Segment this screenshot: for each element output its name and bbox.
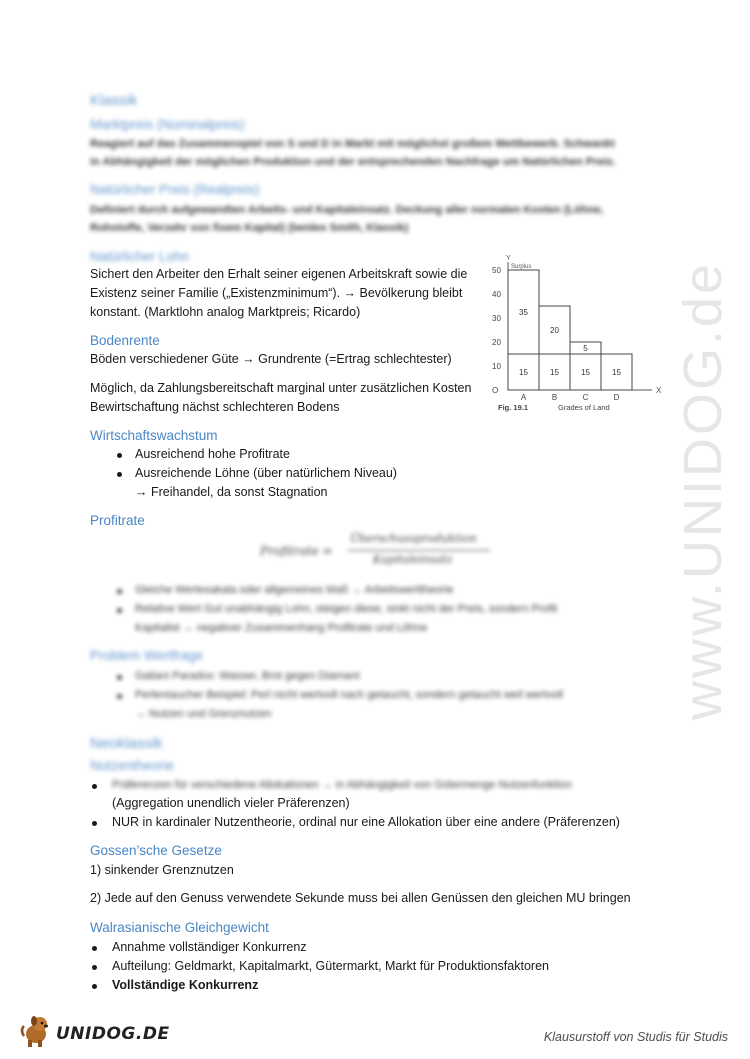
bullet-dot (92, 965, 97, 970)
heading-bodenrente: Bodenrente (90, 333, 160, 348)
footer-tagline: Klausurstoff von Studis für Studis (543, 1030, 728, 1044)
bullet-dot (92, 821, 97, 826)
natlohn-line-3: konstant. (Marktlohn analog Marktpreis; Ricardo) (90, 305, 361, 319)
ricardian-rent-chart (486, 250, 662, 420)
wert-bullet-2-line-1: Perlentaucher Beispiel: Perl nicht wertvoll nach getaucht, sondern getaucht weil wertvoll (135, 689, 564, 701)
bullet-dot (117, 453, 122, 458)
y-tick-label: O (492, 386, 499, 395)
heading-marktpreis: Marktpreis (Nominalpreis) (90, 117, 245, 132)
nutzen-bullet-2: NUR in kardinaler Nutzentheorie, ordinal nur eine Allokation über eine andere (Präferenzen) (112, 815, 620, 829)
profitrate-formula (258, 532, 498, 572)
walras-bullet-1: Annahme vollständiger Konkurrenz (112, 940, 307, 954)
bullet-dot (117, 675, 122, 680)
formula-denominator: Kapitaleinsatz (373, 553, 453, 566)
y-tick-label: 10 (492, 362, 501, 371)
logo-text: UNIDOG.DE (56, 1024, 170, 1044)
bar-base-label: 15 (519, 368, 528, 377)
y-tick-label: 50 (492, 266, 501, 275)
dog-logo-icon (20, 1012, 56, 1050)
walras-bullet-3: Vollständige Konkurrenz (112, 978, 259, 992)
walras-bullet-2: Aufteilung: Geldmarkt, Kapitalmarkt, Gütermarkt, Markt für Produktionsfaktoren (112, 959, 549, 973)
bar-rent-label: 5 (583, 344, 588, 353)
wachstum-bullet-2: Ausreichende Löhne (über natürlichem Niveau) (135, 466, 397, 480)
marktpreis-line-1: Reagiert auf das Zusammenspiel von S und D in Markt mit möglichst großem Wettbewerb. Schwankt (90, 138, 615, 150)
wachstum-bullet-1: Ausreichend hohe Profitrate (135, 447, 290, 461)
bar-base-label: 15 (612, 368, 621, 377)
formula-fraction-bar (348, 550, 490, 551)
unidog-logo (20, 1012, 170, 1052)
profit-bullet-1: Gleiche Wertesakala oder allgemeines Maß → Arbeitswerttheorie (135, 584, 454, 596)
bar-rent-label: 35 (519, 308, 528, 317)
bullet-dot (92, 784, 97, 789)
wachstum-bullet-2-sub: → Freihandel, da sonst Stagnation (135, 485, 328, 499)
watermark-text: www.UNIDOG.de (673, 260, 733, 720)
natlohn-line-2: Existenz seiner Familie („Existenzminimum“). → Bevölkerung bleibt (90, 286, 463, 300)
heading-natuerlicher-lohn: Natürlicher Lohn (90, 249, 190, 264)
heading-walras: Walrasianische Gleichgewicht (90, 920, 269, 935)
heading-natuerlicher-preis: Natürlicher Preis (Realpreis) (90, 182, 260, 197)
formula-numerator: Überschussproduktion (350, 532, 477, 545)
x-category-label: B (551, 393, 558, 402)
bullet-dot (117, 589, 122, 594)
profit-bullet-2-line-1: Relative Wert Gut unabhängig Lohn, steigen diese, sinkt nicht der Preis, sondern Profit (135, 603, 558, 615)
nutzen-bullet-1-line-1: Präferenzen für verschiedene Allokationen → in Abhängigkeit von Gütermenge Nutzenfunktion (112, 779, 572, 791)
bar-rent-label: 20 (550, 326, 559, 335)
natpreis-line-2: Rohstoffe, Verzehr von fixem Kapital) (beides Smith, Klassik) (90, 222, 409, 234)
heading-nutzentheorie: Nutzentheorie (90, 758, 175, 773)
section-heading-neoklassik: Neoklassik (90, 735, 163, 752)
wert-bullet-1: Galiani Paradox: Wasser, Brot gegen Diamant (135, 670, 360, 682)
figure-caption: Fig. 19.1 (498, 403, 529, 412)
bullet-dot (117, 608, 122, 613)
marktpreis-line-2: in Abhängigkeit der möglichen Produktion und der entsprechenden Nachfrage um Natürlichen Preis. (90, 156, 616, 168)
heading-problem-wertfrage: Problem Wertfrage (90, 648, 204, 663)
top-bar-label: Surplus (511, 264, 532, 270)
y-tick-label: 20 (492, 338, 501, 347)
bullet-dot (92, 946, 97, 951)
bullet-dot (117, 472, 122, 477)
bullet-dot (117, 694, 122, 699)
heading-profitrate: Profitrate (90, 513, 145, 528)
section-heading-klassik: Klassik (90, 92, 138, 109)
formula-lhs: Profitrate = (260, 544, 333, 558)
profit-bullet-2-line-2: Kapitalist → negativer Zusammenhang Profitrate und Löhne (135, 622, 428, 634)
bar-base-label: 15 (550, 368, 559, 377)
x-category-label: C (582, 393, 589, 402)
heading-wirtschaftswachstum: Wirtschaftswachstum (90, 428, 218, 443)
natlohn-line-1: Sichert den Arbeiter den Erhalt seiner eigenen Arbeitskraft sowie die (90, 267, 468, 281)
bar-base-label: 15 (581, 368, 590, 377)
bodenrente-line-2: Möglich, da Zahlungsbereitschaft marginal unter zusätzlichen Kosten (90, 381, 472, 395)
y-axis-top-label: Y (506, 255, 511, 262)
x-category-label: D (613, 393, 620, 402)
x-category-label: A (520, 393, 527, 402)
y-tick-label: 40 (492, 290, 501, 299)
gossen-law-2: 2) Jede auf den Genuss verwendete Sekunde muss bei allen Genüssen den gleichen MU bringen (90, 891, 631, 905)
bodenrente-line-3: Bewirtschaftung nächst schlechteren Bodens (90, 400, 340, 414)
nutzen-bullet-1-line-2: (Aggregation unendlich vieler Präferenzen) (112, 796, 350, 810)
gossen-law-1: 1) sinkender Grenznutzen (90, 863, 234, 877)
heading-gossen: Gossen’sche Gesetze (90, 843, 222, 858)
wert-bullet-2-line-2: → Nutzen und Grenznutzen (135, 708, 272, 720)
bodenrente-line-1: Böden verschiedener Güte → Grundrente (=Ertrag schlechtester) (90, 352, 452, 366)
bullet-dot (92, 984, 97, 989)
natpreis-line-1: Definiert durch aufgewandten Arbeits- und Kapitaleinsatz. Deckung aller normalen Kosten (Löhne, (90, 204, 604, 216)
y-tick-label: 30 (492, 314, 501, 323)
x-axis-caption: Grades of Land (558, 403, 610, 412)
x-axis-end-label: X (656, 386, 662, 395)
